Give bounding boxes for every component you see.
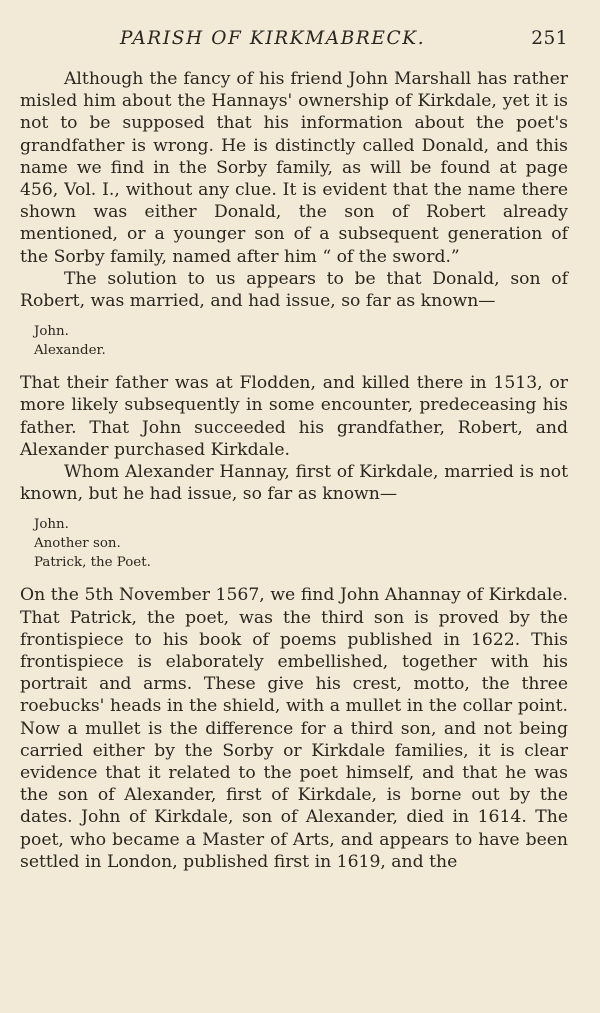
body-text [20,68,568,873]
paragraph-4: Whom Alexander Hannay, first of Kirkdale, married is not known, but he had issue, so far as known— [20,462,568,505]
list-item: John. [34,324,69,340]
donald-issue-list [34,322,568,360]
list-item: John. [34,517,69,533]
list-item: Alexander. [34,343,106,359]
running-head [20,22,568,52]
paragraph-1: Although the fancy of his friend John Marshall has rather misled him about the Hannays' ownership of Kirkdale, yet it is not to be supposed that his information about the poet's grandfather is wrong. He is distinctly called Donald, and this name we find in the Sorby family, as will be found at page 456, Vol. I., without any clue. It is evident that the name there shown was either Donald, the son of Robert already mentioned, or a younger son of a subsequent generation of the Sorby family, named after him “ of the sword.” [20,69,568,267]
list-item: Another son. [34,536,121,552]
paragraph-3: That their father was at Flodden, and killed there in 1513, or more likely subsequently in some encounter, predeceasing his father. That John succeeded his grandfather, Robert, and Alexander purchased Kirkdale. [20,373,568,460]
alexander-issue-list [34,515,568,572]
list-item: Patrick, the Poet. [34,555,151,571]
paragraph-2: The solution to us appears to be that Donald, son of Robert, was married, and had issue, so far as known— [20,268,568,312]
page-number: 251 [531,28,568,49]
paragraph-5: On the 5th November 1567, we find John Ahannay of Kirkdale. That Patrick, the poet, was the third son is proved by the frontispiece to his book of poems published in 1622. This frontispiece is elaborately embellished, together with his portrait and arms. These give his crest, motto, the three roebucks' heads in the shield, with a mullet in the collar point. Now a mullet is the difference for a third son, and not being carried either by the Sorby or Kirkdale families, it is clear evidence that it related to the poet himself, and that he was the son of Alexander, first of Kirkdale, is borne out by the dates. John of Kirkdale, son of Alexander, died in 1614. The poet, who became a Master of Arts, and appears to have been settled in London, published first in 1619, and the [20,585,568,872]
running-head-title: PARISH OF KIRKMABRECK. [120,28,426,49]
